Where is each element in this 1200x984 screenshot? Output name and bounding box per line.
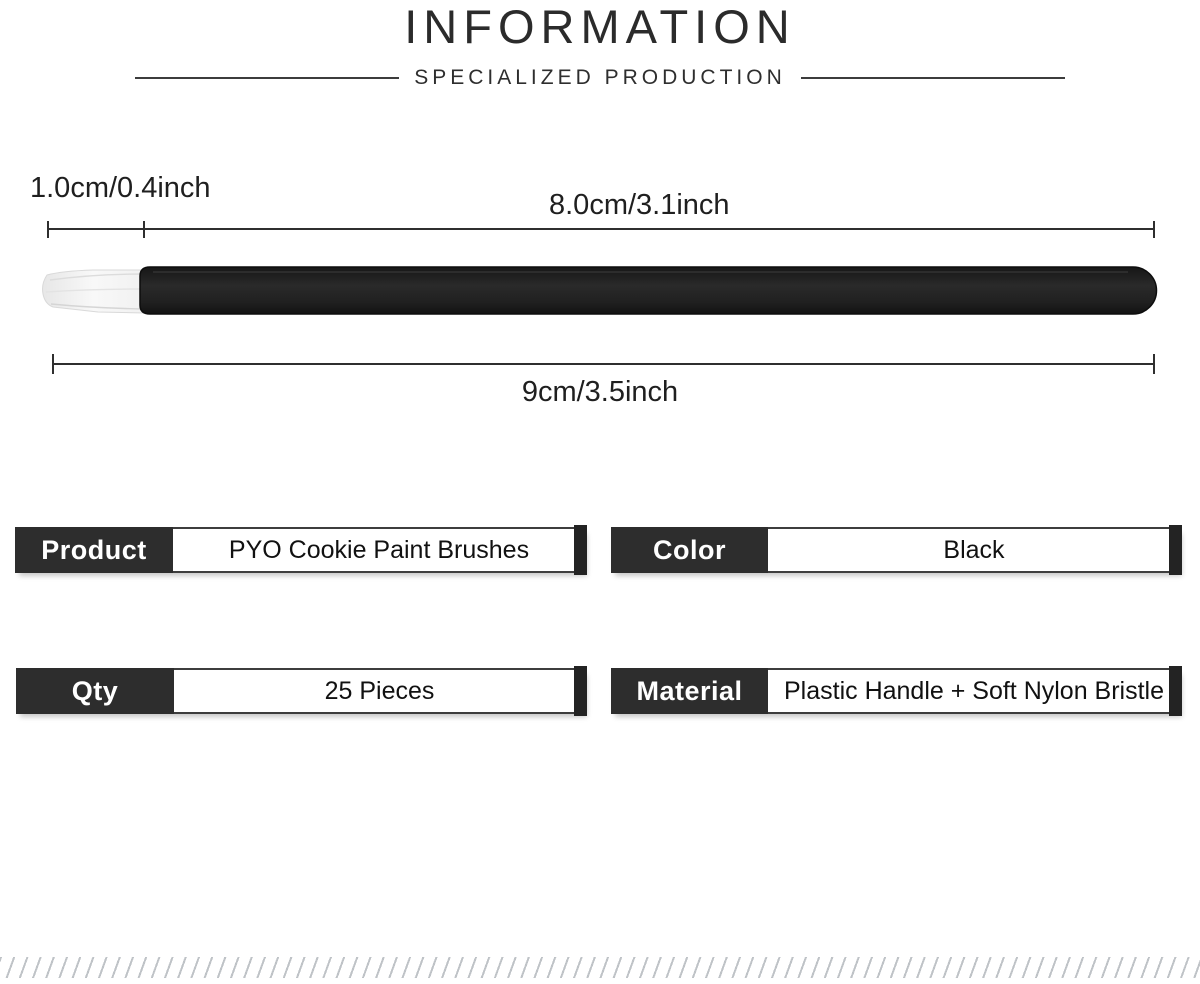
row-end-cap bbox=[1169, 525, 1182, 575]
brush-illustration bbox=[38, 262, 1160, 320]
dimension-tick bbox=[1153, 221, 1155, 238]
dimension-tick bbox=[52, 354, 54, 374]
spec-row-product bbox=[15, 527, 587, 573]
subtitle-row bbox=[0, 66, 1200, 90]
bristle-length-label: 1.0cm/0.4inch bbox=[30, 172, 211, 204]
row-end-cap bbox=[574, 666, 587, 716]
page-title: INFORMATION bbox=[404, 0, 796, 53]
subtitle-left-line bbox=[135, 77, 399, 79]
spec-value-color: Black bbox=[768, 527, 1182, 573]
spec-value-material: Plastic Handle + Soft Nylon Bristle bbox=[768, 668, 1182, 714]
spec-label-color: Color bbox=[611, 527, 768, 573]
dimension-tick bbox=[143, 221, 145, 238]
row-end-cap bbox=[574, 525, 587, 575]
spec-label-qty: Qty bbox=[16, 668, 174, 714]
spec-row-qty bbox=[16, 668, 587, 714]
page-subtitle: SPECIALIZED PRODUCTION bbox=[414, 66, 786, 89]
brush-bristles bbox=[43, 270, 145, 313]
row-end-cap bbox=[1169, 666, 1182, 716]
spec-row-color bbox=[611, 527, 1182, 573]
spec-label-material: Material bbox=[611, 668, 768, 714]
spec-value-qty: 25 Pieces bbox=[174, 668, 587, 714]
spec-label-product: Product bbox=[15, 527, 173, 573]
dimension-tick bbox=[47, 221, 49, 238]
total-length-label: 9cm/3.5inch bbox=[521, 376, 679, 408]
dimension-tick bbox=[1153, 354, 1155, 374]
spec-value-product: PYO Cookie Paint Brushes bbox=[173, 527, 587, 573]
handle-length-label: 8.0cm/3.1inch bbox=[549, 189, 730, 221]
upper-dimension-line bbox=[47, 228, 1155, 230]
spec-row-material bbox=[611, 668, 1182, 714]
bottom-hatch-border bbox=[0, 957, 1200, 978]
subtitle-right-line bbox=[801, 77, 1065, 79]
brush-handle bbox=[140, 267, 1157, 314]
total-dimension-line bbox=[52, 363, 1155, 365]
